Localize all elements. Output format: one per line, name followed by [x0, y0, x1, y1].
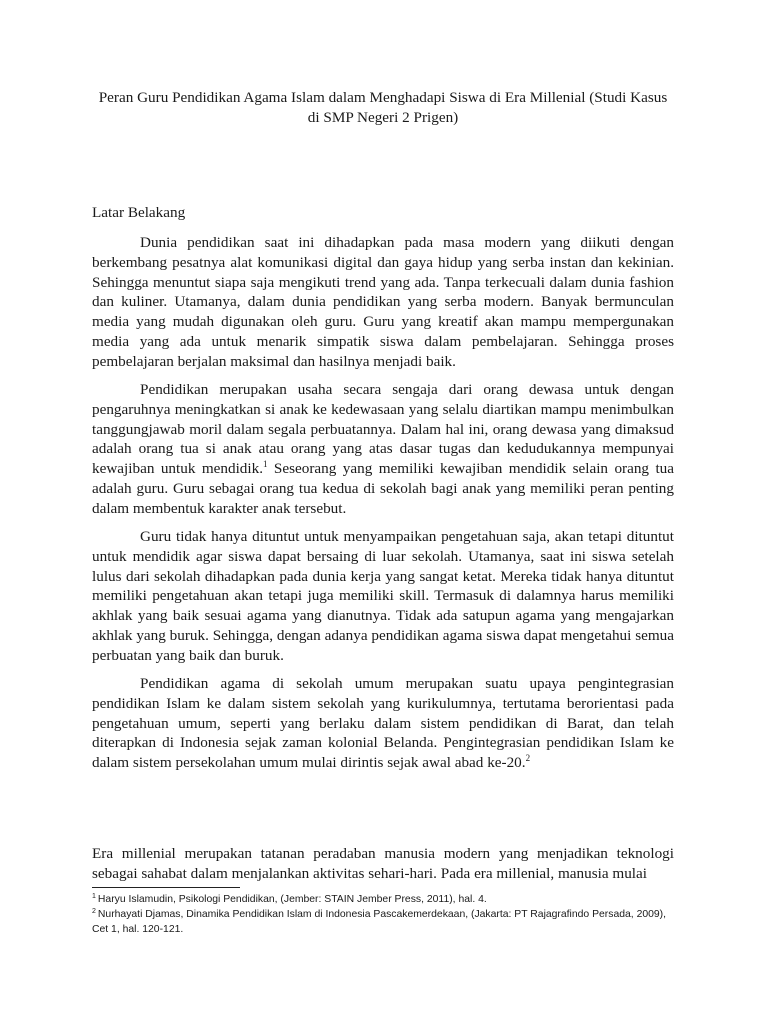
paragraph-1: Dunia pendidikan saat ini dihadapkan pada masa modern yang diikuti dengan berkembang pesatnya alat komunikasi digital dan gaya hidup yang serba instan dan kekinian. Sehingga menuntut siapa saja mengikuti trend yang ada. Tanpa terkecuali dalam dunia fashion dan kuliner. Utamanya, dalam dunia pendidikan yang serba modern. Banyak bermunculan media yang mudah digunakan oleh guru. Guru yang kreatif akan mampu mempergunakan media yang ada untuk menarik simpatik siswa dalam pembelajaran. Sehingga proses pembelajaran berjalan maksimal dan hasilnya menjadi baik. [92, 234, 674, 370]
footnote-separator [92, 887, 240, 888]
footnote-2 [92, 907, 674, 937]
paragraph-5: Era millenial merupakan tatanan peradaban manusia modern yang menjadikan teknologi sebagai sahabat dalam menjalankan aktivitas sehari-hari. Pada era millenial, manusia mulai [92, 845, 674, 882]
paragraph-4-text: Pendidikan agama di sekolah umum merupakan suatu upaya pengintegrasian pendidikan Islam ke dalam sistem sekolah yang kurikulumnya, tertutama berorientasi pada pengetahuan umum, seperti yang berlaku dalam sistem pendidikan di Barat, dan telah diterapkan di Indonesia sejak zaman kolonial Belanda. Pengintegrasian pendidikan Islam ke dalam sistem persekolahan umum mulai dirintis sejak awal abad ke-20. [92, 675, 674, 772]
paragraph-2 [92, 380, 674, 519]
paragraph-4 [92, 674, 674, 773]
footnotes [92, 892, 674, 937]
footnote-ref-2[interactable]: 2 [525, 753, 531, 764]
footnote-1-text: Haryu Islamudin, Psikologi Pendidikan, (Jember: STAIN Jember Press, 2011), hal. 4. [97, 894, 487, 905]
footnote-ref-1[interactable]: 1 [263, 459, 268, 470]
footnote-1 [92, 892, 674, 907]
footnote-2-number: 2 [92, 908, 96, 915]
paragraph-2-text-before-note: Pendidikan merupakan usaha secara sengaja dari orang dewasa untuk dengan pengaruhnya meningkatkan si anak ke kedewasaan yang selalu diartikan mampu menimbulkan tanggungjawab moril dalam segala perbuatannya. Dalam hal ini, orang dewasa yang dimaksud adalah orang tua si anak atau orang yang atas dasar tugas dan kedudukannya mempunyai kewajiban untuk mendidik. [92, 381, 674, 478]
footnote-2-text: Nurhayati Djamas, Dinamika Pendidikan Islam di Indonesia Pascakemerdekaan, (Jakarta: PT Rajagrafindo Persada, 2009), Cet 1, hal. 120-121. [92, 909, 667, 935]
footnote-1-number: 1 [92, 893, 96, 900]
document-title: Peran Guru Pendidikan Agama Islam dalam Menghadapi Siswa di Era Millenial (Studi Kasus di SMP Negeri 2 Prigen) [98, 89, 668, 126]
paragraph-2-text-after-note: Seseorang yang memiliki kewajiban mendidik selain orang tua adalah guru. Guru sebagai orang tua kedua di sekolah bagi anak yang memiliki peran penting dalam membentuk karakter anak tersebut. [92, 460, 674, 517]
paragraph-3: Guru tidak hanya dituntut untuk menyampaikan pengetahuan saja, akan tetapi dituntut untuk mendidik agar siswa dapat bersaing di luar sekolah. Utamanya, saat ini siswa setelah lulus dari sekolah dihadapkan pada dunia kerja yang sangat ketat. Mereka tidak hanya dituntut memiliki pengetahuan akan tetapi juga memiliki skill. Termasuk di dalamnya harus memiliki akhlak yang baik sesuai agama yang dianutnya. Tidak ada satupun agama yang mengajarkan akhlak yang buruk. Sehingga, dengan adanya pendidikan agama siswa dapat mengetahui semua perbuatan yang baik dan buruk. [92, 528, 674, 664]
section-heading: Latar Belakang [92, 204, 186, 221]
